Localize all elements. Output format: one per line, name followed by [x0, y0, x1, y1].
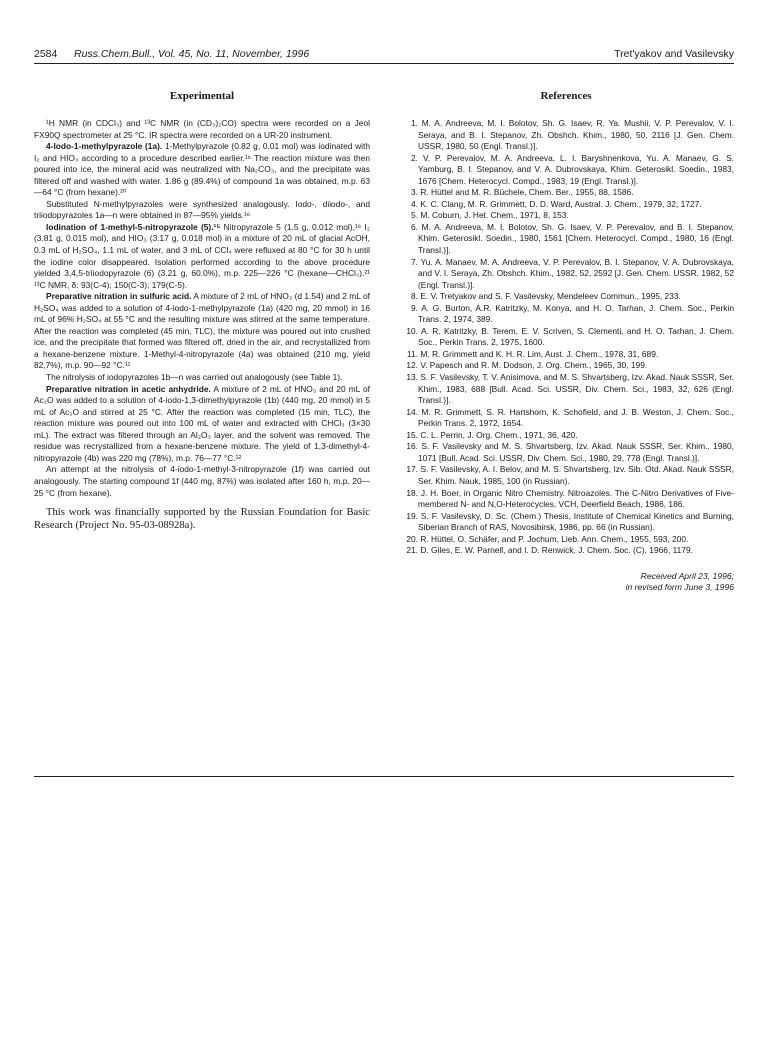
reference-item [398, 291, 734, 303]
revised-date: in revised form June 3, 1996 [625, 582, 734, 593]
header-rule [34, 63, 734, 64]
reference-text: Yu. A. Manaev, M. A. Andreeva, V. P. Perevalov, B. I. Stepanov, V. A. Dubrovskaya, and V. I. Seraya, Zh. Obshch. Khim., 1982, 52, 2592 [J. Gen. Chem. USSR, 1982, 52 (Engl. Transl.)]. [418, 256, 734, 290]
reference-text: S. F. Vasilevsky, D. Sc. (Chem.) Thesis, Institute of Chemical Kinetics and Burning, Siberian Branch of RAS, Novosibirsk, 1986, pp. 66 (in Russian). [418, 510, 735, 533]
reference-text: D. Giles, E. W. Parnell, and I. D. Renwick, J. Chem. Soc. (C), 1966, 1179. [420, 545, 693, 556]
reference-text: M. R. Grimmett and K. H. R. Lim, Aust. J. Chem., 1978, 31, 689. [420, 348, 659, 359]
page-header [34, 46, 734, 62]
reference-text: A. G. Burton, A.R. Katritzky, M. Konya, and H. O. Tarhan, J. Chem. Soc., Perkin Trans. 2, 1974, 389. [418, 302, 734, 325]
reference-item [398, 372, 734, 407]
reference-item [398, 187, 734, 199]
experimental-paragraph-nmr: ¹H NMR (in CDCl₃) and ¹³C NMR (in (CD₃)₂CO) spectra were recorded on a Jeol FX90Q spectrometer at 25 °C. IR spectra were recorded on a UR-20 instrument. [34, 118, 370, 140]
reference-number: 21. [406, 545, 418, 556]
running-authors: Tret'yakov and Vasilevsky [614, 48, 734, 60]
experimental-paragraph-acetic [34, 384, 370, 465]
reference-text: M. A. Andreeva, M. I. Bolotov, Sh. G. Isaev, R. Ya. Mushii, V. P. Perevalov, V. I. Seraya, and B. I. Stepanov, Zh. Obshch. Khim., 1980, 50, 2116 [J. Gen. Chem. USSR, 1980, 50 (Engl. Transl.)]. [418, 118, 735, 152]
reference-text: R. Hüttel and M. R. Büchele, Chem. Ber., 1955, 88, 1586. [420, 187, 634, 198]
reference-number: 17. [406, 464, 418, 475]
reference-text: M. R. Grimmett, S. R. Hartshorn, K. Schofield, and J. B. Weston, J. Chem. Soc., Perkin Trans. 2, 1972, 1654. [418, 406, 734, 429]
experimental-paragraph-iodination [34, 222, 370, 291]
reference-number: 15. [406, 429, 418, 440]
reference-item [398, 257, 734, 292]
reference-number: 18. [406, 487, 418, 498]
reference-text: V. P. Perevalov, M. A. Andreeva, L. I. Baryshnenkova, Yu. A. Manaev, G. S. Yamburg, B. I. Stepanov, and V. A. Dubrovskaya, Khim. Geterosikl. Soedin., 1983, 1676 [Chem. Heterocycl. Compd., 1983, 19 (Engl. Transl.)]. [418, 152, 734, 186]
procedure-heading-sulfuric: Preparative nitration in sulfuric acid. [46, 291, 192, 302]
experimental-title: Experimental [169, 90, 235, 102]
reference-text: R. Hüttel, O. Schäfer, and P. Jochum, Lieb. Ann. Chem., 1955, 593, 200. [420, 533, 689, 544]
reference-text: K. C. Clang, M. R. Grimmett, D. D. Ward, Austral. J. Chem., 1979, 32, 1727. [420, 198, 702, 209]
reference-number: 6. [411, 221, 418, 232]
experimental-paragraph-sulfuric [34, 291, 370, 372]
reference-item [398, 303, 734, 326]
procedure-heading-iodination: Iodination of 1-methyl-5-nitropyrazole (5).¹⁵ [46, 221, 221, 232]
reference-number: 1. [411, 118, 418, 128]
reference-number: 2. [411, 152, 418, 163]
reference-item [398, 511, 734, 534]
reference-text: S. F. Vasilevsky, T. V. Anisimova, and M. S. Shvartsberg, Izv. Akad. Nauk SSSR, Ser. Khim., 1983, 688 [Bull. Acad. Sci. USSR, Div. Chem. Sci., 1983, 32, 626 (Engl. Transl.)]. [418, 372, 734, 406]
reference-text: J. H. Boer, in Organic Nitro Chemistry. Nitroazoles. The C-Nitro Derivatives of Five-membered N- and N,O-Heterocycles, VCH, Deerfield Beach, 1986, 186. [418, 487, 735, 510]
reference-item [398, 153, 734, 188]
experimental-paragraph-nitrolysis: The nitrolysis of iodopyrazoles 1b—n was carried out analogously (see Table 1). [46, 372, 343, 383]
reference-item [398, 360, 734, 372]
reference-number: 12. [406, 360, 418, 371]
reference-number: 4. [411, 198, 418, 209]
experimental-column [34, 90, 370, 543]
reference-item [398, 349, 734, 361]
acknowledgement: This work was financially supported by the Russian Foundation for Basic Research (Project No. 95-03-08928a). [34, 507, 370, 532]
reference-item [398, 534, 734, 546]
experimental-paragraph-1f: An attempt at the nitrolysis of 4-iodo-1-methyl-3-nitropyrazole (1f) was carried out analogously. The starting compound 1f (440 mg, 87%) was isolated after 160 h, m.p. 20—25 °C (from hexane). [34, 464, 370, 498]
references-column [398, 90, 734, 594]
reference-text: V. Papesch and R. M. Dodson, J. Org. Chem., 1965, 30, 199. [420, 360, 648, 371]
reference-number: 5. [411, 210, 418, 221]
reference-text: M. Coburn, J. Het. Chem., 1971, 8, 153. [420, 210, 569, 221]
reference-item [398, 326, 734, 349]
references-title: References [540, 90, 592, 102]
reference-text: C. L. Perrin, J. Org. Chem., 1971, 36, 420. [420, 429, 578, 440]
reference-item [398, 464, 734, 487]
reference-text: M. A. Andreeva, M. I. Bolotov, Sh. G. Isaev, V. P. Perevalov, and B. I. Stepanov, Khim. Geterosikl. Soedin., 1980, 1561 [Chem. Heterocycl. Compd., 1980, 16 (Engl. Transl.)]. [418, 221, 734, 256]
procedure-body-iodination: Nitropyrazole 5 (1.5 g, 0.012 mol),¹⁶ I₂ (3.81 g, 0.015 mol), and HIO₃ (3.17 g, 0.018 mol) in a mixture of 20 mL of glacial AcOH, 0.3 mL of H₂SO₄, 1.1 mL of water, and 3 mL of CCl₄ were refluxed at 80 °C for 30 h until the iodine color disappeared. Isolation performed according to the above procedure yielded 3,4,5-triiodopyrazole (6) (3.21 g, 60.0%), m.p. 225—226 °C (hexane—CHCl₃).²¹ ¹³C NMR, δ: 93(C-4); 150(C-3); 179(C-5). [34, 221, 370, 290]
reference-number: 20. [406, 533, 418, 544]
procedure-body-1a: 1-Methylpyrazole (0.82 g, 0.01 mol) was iodinated with I₂ and HIO₃ according to a procedure described earlier.¹⁶ The reaction mixture was then poured into ice, the mineral acid was neutralized with Na₂CO₃, and the precipitate was filtered off and washed with water. 1.86 g (89.4%) of compound 1a was obtained, m.p. 63—64 °C (from hexane).²⁰ [34, 141, 370, 198]
reference-item [398, 545, 734, 557]
procedure-body-acetic: A mixture of 2 mL of HNO₃ and 20 mL of Ac₂O was added to a solution of 4-iodo-1,3-dimethylpyrazole (1b) (440 mg, 20 mmol) in 5 mL of Ac₂O and stirred at 25 °C. After the reaction was completed (15 min, TLC), the reaction mixture was poured out into 100 mL of water and extracted with CHCl₃ (3×30 mL). The extract was filtered through an Al₂O₃ layer, and the solvent was removed. The residue was recrystallized from a hexane-benzene mixture. The yield of 1,3-dimethyl-4-nitropyrazole (4b) was 220 mg (78%), m.p. 76—77 °C.¹² [34, 383, 371, 463]
reference-text: A. R. Katritzky, B. Terem, E. V. Scriven, S. Clementi, and H. O. Tarhan, J. Chem. Soc., Perkin Trans. 2, 1975, 1600. [418, 325, 734, 348]
procedure-heading-acetic: Preparative nitration in acetic anhydride. [46, 383, 211, 394]
experimental-paragraph-1a [34, 141, 370, 199]
reference-number: 11. [406, 348, 418, 359]
reference-number: 13. [406, 372, 418, 383]
reference-item [398, 118, 734, 153]
reference-text: E. V. Tretyakov and S. F. Vasilevsky, Mendeleev Commun., 1995, 233. [420, 291, 681, 302]
footer-rule [34, 776, 734, 777]
reference-number: 3. [411, 187, 418, 198]
reference-item [398, 199, 734, 211]
page-number: 2584 [34, 48, 58, 60]
received-date: Received April 23, 1996; [640, 570, 734, 581]
reference-item [398, 210, 734, 222]
reference-number: 16. [406, 441, 418, 452]
received-note [398, 571, 734, 594]
reference-item [398, 488, 734, 511]
reference-number: 9. [411, 302, 418, 313]
reference-item [398, 441, 734, 464]
reference-text: S. F. Vasilevsky, A. I. Belov, and M. S. Shvartsberg, Izv. Sib. Otd. Akad. Nauk SSSR, Ser. Khim. Nauk, 1985, 100 (in Russian). [418, 464, 734, 486]
reference-item [398, 430, 734, 442]
reference-item [398, 407, 734, 430]
procedure-body-sulfuric: A mixture of 2 mL of HNO₃ (d 1.54) and 2 mL of H₂SO₄ was added to a solution of 4-iodo-1-methylpyrazole (1a) (420 mg, 20 mmol) in 16 mL of 96% H₂SO₄ at 55 °C and the resulting mixture was stirred at the same temperature. After the reaction was completed (45 min, TLC), the mixture was poured out into crushed ice, and the precipitate that formed was filtered off, dried in the air, and recrystallized from a hexane-benzene mixture. 1-Methyl-4-nitropyrazole (4a) was obtained (210 mg, yield 82,7%), m.p. 90—92 °C.¹¹ [34, 291, 370, 371]
reference-item [398, 222, 734, 257]
reference-number: 19. [406, 510, 418, 521]
reference-number: 14. [406, 406, 418, 417]
reference-number: 10. [406, 325, 418, 336]
journal-citation: Russ.Chem.Bull., Vol. 45, No. 11, November, 1996 [74, 48, 310, 60]
reference-list [398, 118, 734, 557]
procedure-heading-1a: 4-Iodo-1-methylpyrazole (1a). [46, 141, 163, 152]
reference-number: 7. [411, 256, 418, 267]
reference-number: 8. [411, 291, 418, 302]
reference-text: S. F. Vasilevsky and M. S. Shvartsberg, Izv. Akad. Nauk SSSR, Ser. Khim., 1980, 1071 [Bull. Acad. Sci. USSR, Div. Chem. Sci., 1980, 29, 778 (Engl. Transl.)]. [418, 441, 734, 463]
experimental-paragraph-substituted: Substituted N-methylpyrazoles were synthesized analogously. Iodo-, diiodo-, and triiodopyrazoles 1a—n were obtained in 87—95% yields.¹⁶ [34, 198, 370, 221]
